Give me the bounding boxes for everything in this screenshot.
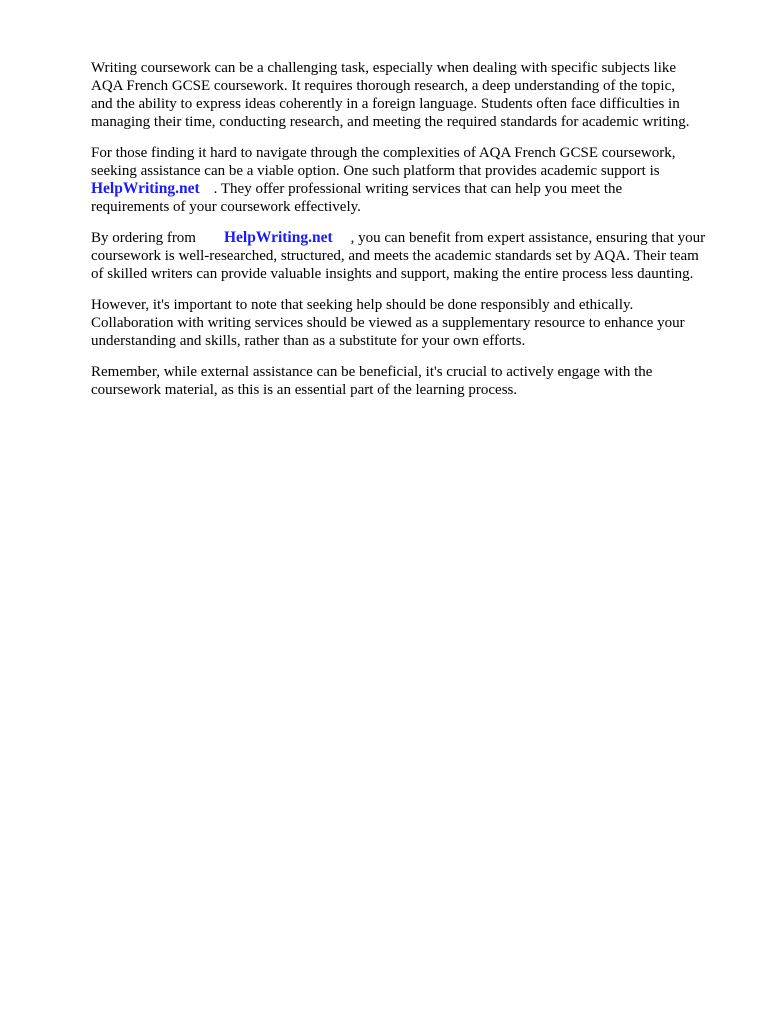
text-line: coursework is well-researched, structured, and meets the academic standards set by AQA. Their team bbox=[91, 248, 699, 264]
text-line: AQA French GCSE coursework. It requires thorough research, a deep understanding of the topic, bbox=[91, 78, 676, 94]
text-fragment: By ordering from bbox=[91, 230, 196, 246]
text-fragment: , you can benefit from expert assistance, ensuring that your bbox=[350, 230, 706, 246]
text-line: Writing coursework can be a challenging task, especially when dealing with specific subjects like bbox=[91, 60, 677, 76]
text-line: Collaboration with writing services should be viewed as a supplementary resource to enhance your bbox=[91, 315, 685, 331]
text-line: and the ability to express ideas coherently in a foreign language. Students often face difficulties in bbox=[91, 96, 680, 112]
helpwriting-link[interactable]: HelpWriting.net bbox=[223, 229, 333, 246]
paragraph-ordering bbox=[91, 229, 731, 283]
text-line: For those finding it hard to navigate through the complexities of AQA French GCSE coursework, bbox=[91, 145, 676, 161]
paragraph-intro bbox=[91, 59, 731, 131]
text-line-with-link bbox=[91, 180, 731, 198]
paragraph-responsibility bbox=[91, 296, 731, 350]
text-line: understanding and skills, rather than as a substitute for your own efforts. bbox=[91, 333, 526, 349]
document-body bbox=[91, 59, 731, 412]
text-line: seeking assistance can be a viable option. One such platform that provides academic support is bbox=[91, 163, 660, 179]
paragraph-assistance bbox=[91, 144, 731, 216]
text-line: requirements of your coursework effectively. bbox=[91, 199, 361, 215]
text-line-with-link bbox=[91, 229, 731, 247]
text-line: However, it's important to note that seeking help should be done responsibly and ethically. bbox=[91, 297, 634, 313]
helpwriting-link[interactable]: HelpWriting.net bbox=[91, 180, 200, 197]
text-line: managing their time, conducting research, and meeting the required standards for academic writing. bbox=[91, 114, 690, 130]
paragraph-conclusion bbox=[91, 363, 731, 399]
text-fragment: . They offer professional writing services that can help you meet the bbox=[213, 181, 623, 197]
text-line: coursework material, as this is an essential part of the learning process. bbox=[91, 382, 518, 398]
text-line: of skilled writers can provide valuable insights and support, making the entire process less daunting. bbox=[91, 266, 694, 282]
text-line: Remember, while external assistance can be beneficial, it's crucial to actively engage with the bbox=[91, 364, 653, 380]
